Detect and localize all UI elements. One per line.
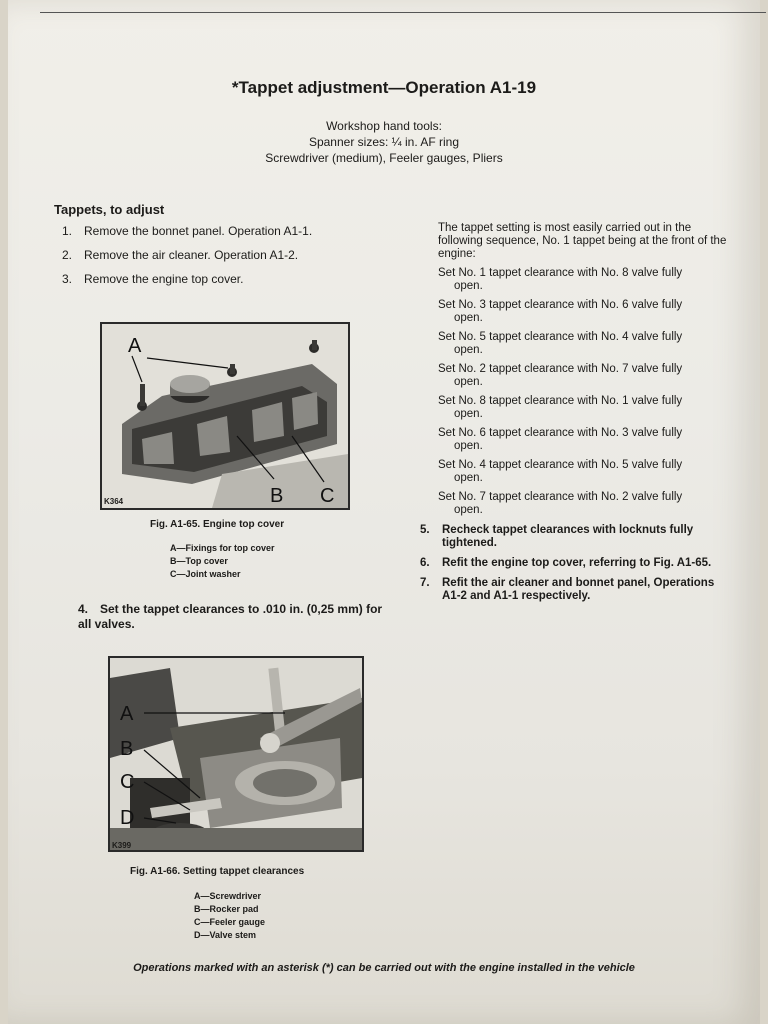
legend-item: C—Joint washer (170, 569, 241, 579)
step-text: Remove the air cleaner. Operation A1-2. (84, 248, 299, 262)
step-number: 2. (62, 248, 73, 262)
step-text: Refit the air cleaner and bonnet panel, Operations A1-2 and A1-1 respectively. (442, 577, 715, 602)
legend-item: B—Top cover (170, 556, 228, 566)
fig1-callout-c: C (320, 485, 335, 507)
steps-right-list (420, 524, 730, 610)
engine-top-cover-illustration (102, 324, 348, 508)
step-number: 6. (420, 557, 430, 569)
legend-item: C—Feeler gauge (194, 917, 266, 927)
fig2-code: K399 (112, 841, 132, 850)
step-text: Refit the engine top cover, referring to Fig. A1-65. (442, 557, 712, 569)
legend-item: B—Rocker pad (194, 904, 259, 914)
legend-item: A—Screwdriver (194, 891, 262, 901)
step-number: 4. (78, 602, 89, 616)
step-number: 7. (420, 577, 430, 589)
steps-left-list (62, 224, 402, 296)
tools-line-2: Screwdriver (medium), Feeler gauges, Pliers (265, 151, 503, 165)
fig1-legend (170, 542, 275, 581)
step-item (420, 577, 730, 603)
sequence-intro: The tappet setting is most easily carried out in the following sequence, No. 1 tappet being at the front of the engine: (438, 222, 727, 260)
set-item: Set No. 2 tappet clearance with No. 7 valve fully open. (438, 363, 683, 388)
top-rule (40, 12, 766, 13)
step-item (420, 524, 730, 550)
figure-setting-tappet-clearances (108, 656, 364, 852)
step-text: Remove the bonnet panel. Operation A1-1. (84, 224, 313, 238)
footer-note: Operations marked with an asterisk (*) can be carried out with the engine installed in the vehicle (133, 962, 635, 974)
section-heading: Tappets, to adjust (54, 202, 165, 217)
fig1-callout-b: B (270, 485, 284, 507)
step-number: 5. (420, 524, 430, 536)
set-item: Set No. 1 tappet clearance with No. 8 valve fully open. (438, 267, 683, 292)
tools-line-1: Spanner sizes: ¼ in. AF ring (308, 135, 460, 149)
step-text: Recheck tappet clearances with locknuts fully tightened. (442, 524, 694, 549)
fig2-callout-b: B (120, 738, 134, 760)
step-item (62, 248, 402, 272)
fig1-callout-a: A (128, 335, 142, 357)
legend-item: D—Valve stem (194, 930, 257, 940)
set-item: Set No. 8 tappet clearance with No. 1 valve fully open. (438, 395, 683, 420)
set-item: Set No. 3 tappet clearance with No. 6 valve fully open. (438, 299, 683, 324)
tappet-clearance-illustration (110, 658, 362, 850)
set-item: Set No. 6 tappet clearance with No. 3 valve fully open. (438, 427, 683, 452)
right-column (438, 222, 730, 523)
step-text: Remove the engine top cover. (84, 272, 244, 286)
step-number: 1. (62, 224, 73, 238)
fig2-callout-d: D (120, 807, 135, 829)
workshop-tools (0, 118, 768, 166)
fig2-callout-c: C (120, 771, 135, 793)
figure-engine-top-cover (100, 322, 350, 510)
page-title: *Tappet adjustment—Operation A1-19 (231, 78, 537, 97)
set-item: Set No. 5 tappet clearance with No. 4 valve fully open. (438, 331, 683, 356)
step-number: 3. (62, 272, 73, 286)
fig2-callout-a: A (120, 703, 134, 725)
set-sequence-list (438, 267, 730, 517)
step-text: Set the tappet clearances to .010 in. (0,25 mm) for all valves. (78, 602, 383, 631)
step-item (62, 224, 402, 248)
fig1-code: K364 (104, 497, 124, 506)
set-item: Set No. 4 tappet clearance with No. 5 valve fully open. (438, 459, 683, 484)
fig1-caption: Fig. A1-65. Engine top cover (150, 519, 285, 530)
tools-heading: Workshop hand tools: (326, 119, 442, 133)
step-item (420, 557, 730, 570)
step-item (62, 272, 402, 296)
fig2-caption: Fig. A1-66. Setting tappet clearances (130, 866, 305, 877)
set-item: Set No. 7 tappet clearance with No. 2 valve fully open. (438, 491, 683, 516)
fig2-legend (194, 890, 265, 942)
step-4 (78, 602, 398, 632)
legend-item: A—Fixings for top cover (170, 543, 275, 553)
